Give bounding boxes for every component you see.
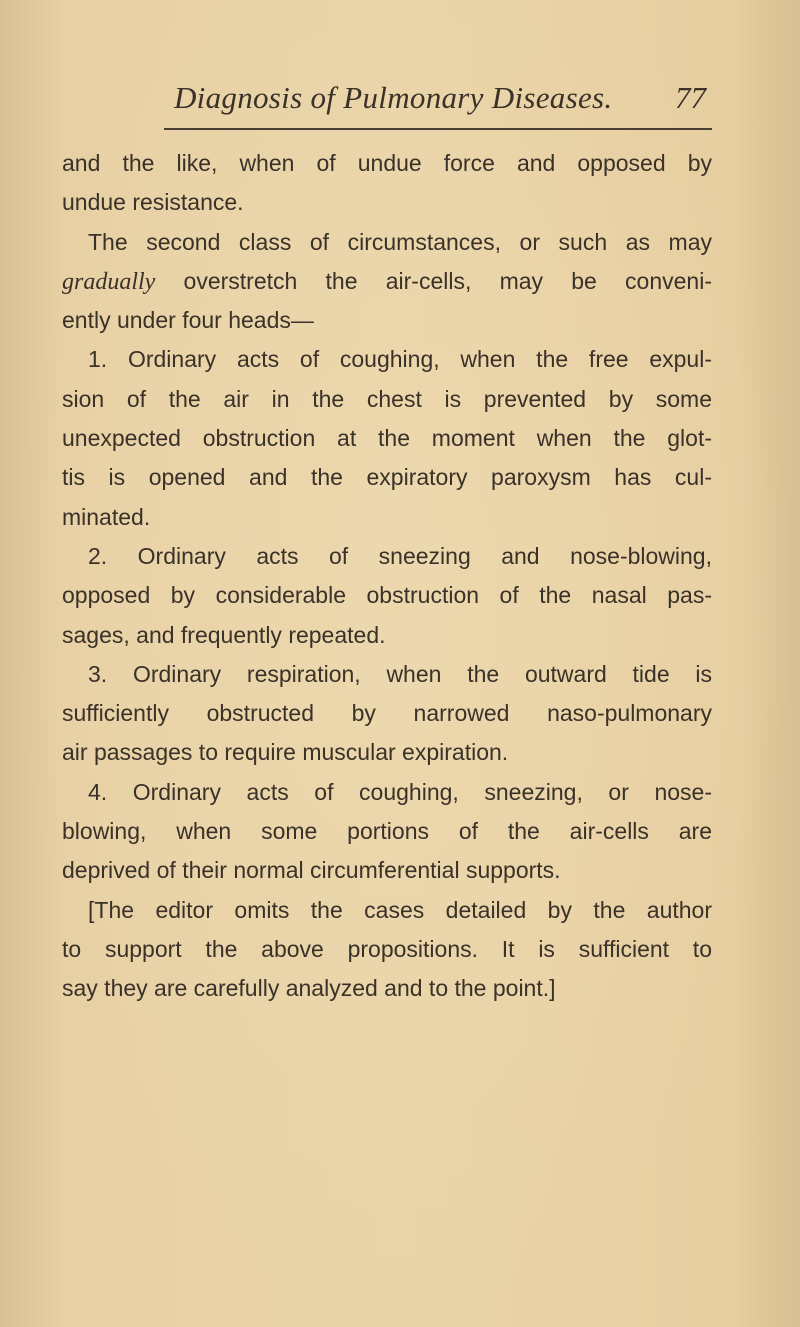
text-line: sufficiently obstructed by narrowed naso-pulmonary — [62, 700, 712, 727]
italic-emphasis: gradually — [62, 268, 156, 295]
text-line: and the like, when of undue force and opposed by — [62, 150, 712, 176]
page-number: 77 — [675, 80, 706, 115]
text-line: sages, and frequently repeated. — [62, 621, 386, 648]
text-line: to support the above propositions. It is sufficient to — [62, 935, 712, 962]
text-line: deprived of their normal circumferential supports. — [62, 857, 561, 884]
text-line: 3. Ordinary respiration, when the outward tide is — [88, 660, 712, 687]
text-line: ently under four heads— — [62, 307, 314, 334]
text-line: say they are carefully analyzed and to the point.] — [62, 975, 556, 1002]
text-line: [The editor omits the cases detailed by the author — [88, 896, 712, 923]
text-line — [62, 262, 712, 301]
text-line: undue resistance. — [62, 189, 244, 216]
text-line: unexpected obstruction at the moment when the glot- — [62, 425, 712, 452]
text-line: 1. Ordinary acts of coughing, when the free expul- — [88, 346, 712, 373]
text-line: The second class of circumstances, or such as may — [88, 228, 712, 255]
text-line: 2. Ordinary acts of sneezing and nose-blowing, — [88, 542, 712, 569]
text-fragment: overstretch the air-cells, may be conveni- — [155, 267, 712, 294]
body-text — [62, 144, 712, 1009]
running-head-title: Diagnosis of Pulmonary Diseases. — [174, 80, 613, 115]
text-line: blowing, when some portions of the air-cells are — [62, 818, 712, 845]
running-head — [164, 72, 712, 132]
text-line: 4. Ordinary acts of coughing, sneezing, or nose- — [88, 778, 712, 805]
text-line: opposed by considerable obstruction of the nasal pas- — [62, 582, 712, 609]
text-line: minated. — [62, 503, 151, 530]
text-line: sion of the air in the chest is prevented by some — [62, 385, 712, 412]
text-line: tis is opened and the expiratory paroxysm has cul- — [62, 464, 712, 491]
header-rule — [164, 128, 712, 130]
text-line: air passages to require muscular expiration. — [62, 739, 509, 766]
